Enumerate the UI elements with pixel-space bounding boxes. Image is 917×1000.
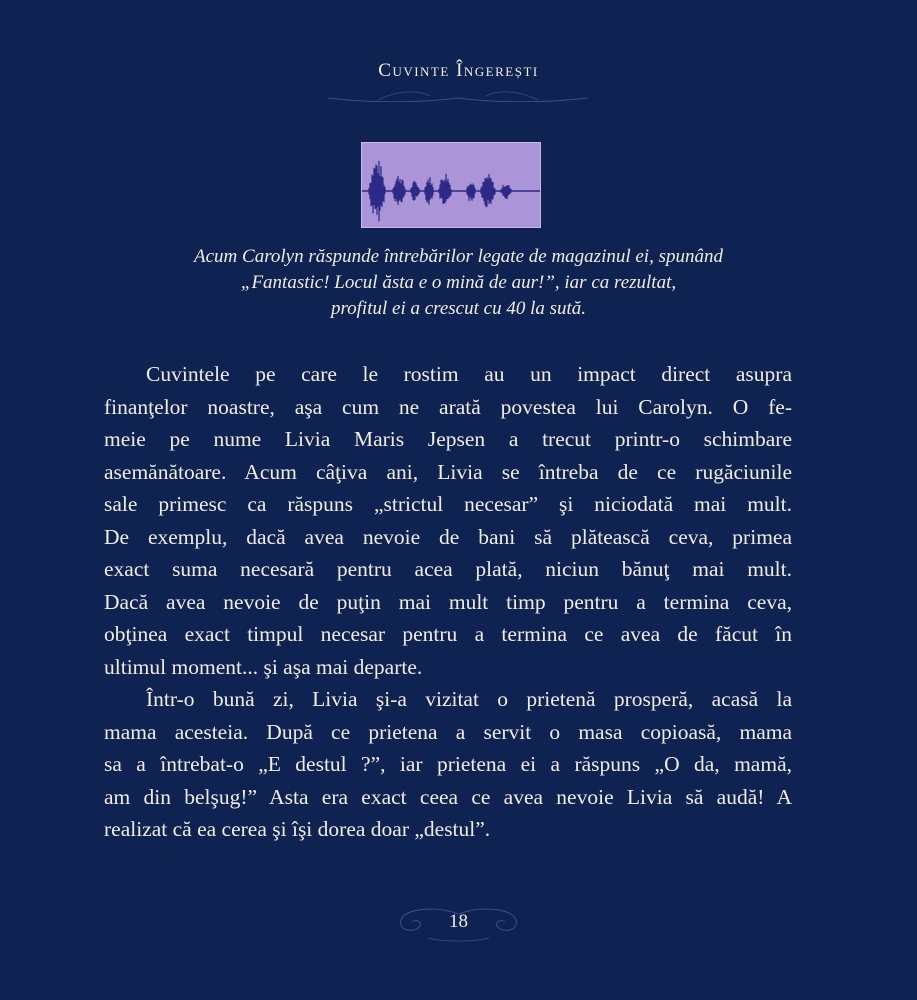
text-line: realizat că ea cerea şi îşi dorea doar „destul”. bbox=[104, 817, 491, 841]
page-footer bbox=[0, 902, 917, 932]
caption-line: Acum Carolyn răspunde întrebărilor legate de magazinul ei, spunând bbox=[194, 246, 723, 267]
text-line: exact suma necesară pentru acea plată, niciun bănuţ mai mult. bbox=[104, 557, 792, 581]
text-line: sale primesc ca răspuns „strictul necesar” şi niciodată mai mult. bbox=[104, 492, 792, 516]
caption-line: „Fantastic! Locul ăsta e o mină de aur!”, iar ca rezultat, bbox=[240, 272, 677, 293]
text-line: De exemplu, dacă avea nevoie de bani să plătească ceva, primea bbox=[104, 524, 792, 549]
text-line: Dacă avea nevoie de puţin mai mult timp pentru a termina ceva, bbox=[104, 589, 792, 614]
text-line: mama acesteia. După ce prietena a servit o masa copioasă, mama bbox=[104, 719, 792, 744]
running-header-title: Cuvinte Îngerești bbox=[378, 60, 539, 81]
audio-waveform-icon bbox=[361, 142, 541, 228]
text-line: obţinea exact timpul necesar pentru a termina ce avea de făcut în bbox=[104, 622, 792, 646]
paragraph-2 bbox=[104, 683, 792, 846]
text-line: asemănătoare. Acum câţiva ani, Livia se întreba de ce rugăciunile bbox=[104, 459, 792, 484]
text-line: finanţelor noastre, aşa cum ne arată povestea lui Carolyn. O fe- bbox=[104, 394, 792, 419]
paragraph-1 bbox=[104, 358, 792, 683]
text-line: Cuvintele pe care le rostim au un impact direct asupra bbox=[146, 362, 792, 386]
text-line: ultimul moment... şi aşa mai departe. bbox=[104, 654, 423, 679]
text-line: am din belşug!” Asta era exact ceea ce avea nevoie Livia să audă! A bbox=[104, 784, 792, 809]
caption-line: profitul ei a crescut cu 40 la sută. bbox=[330, 298, 587, 319]
text-line: Într-o bună zi, Livia şi-a vizitat o prietenă prosperă, acasă la bbox=[146, 687, 792, 711]
page-number: 18 bbox=[449, 911, 468, 932]
figure-caption bbox=[100, 244, 817, 322]
text-line: meie pe nume Livia Maris Jepsen a trecut printr-o schimbare bbox=[104, 427, 792, 451]
body-text bbox=[104, 358, 792, 846]
header-ornament bbox=[318, 76, 598, 102]
running-header bbox=[0, 60, 917, 82]
text-line: sa a întrebat-o „E destul ?”, iar prietena ei a răspuns „O da, mamă, bbox=[104, 752, 792, 776]
